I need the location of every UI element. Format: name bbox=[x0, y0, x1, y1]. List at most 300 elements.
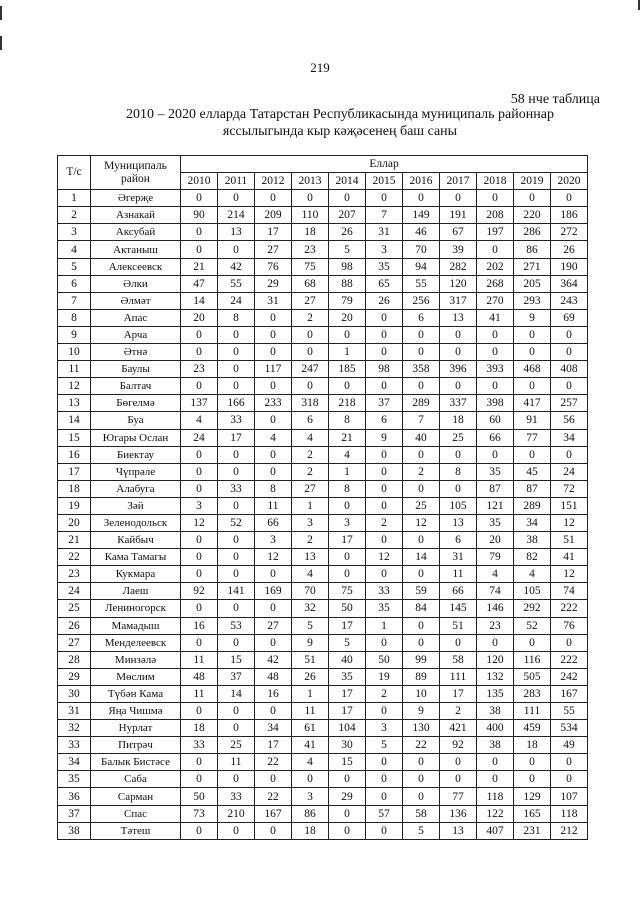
year-value-cell: 73 bbox=[181, 805, 218, 822]
year-value-cell: 60 bbox=[477, 412, 514, 429]
year-value-cell: 35 bbox=[329, 668, 366, 685]
region-name: Мамадыш bbox=[91, 617, 181, 634]
year-value-cell: 53 bbox=[218, 617, 255, 634]
year-value-cell: 48 bbox=[255, 668, 292, 685]
year-value-cell: 0 bbox=[218, 378, 255, 395]
year-value-cell: 0 bbox=[181, 446, 218, 463]
year-value-cell: 42 bbox=[218, 258, 255, 275]
year-value-cell: 0 bbox=[255, 771, 292, 788]
year-value-cell: 18 bbox=[292, 822, 329, 839]
row-number: 9 bbox=[58, 326, 91, 343]
year-value-cell: 90 bbox=[181, 207, 218, 224]
row-number: 16 bbox=[58, 446, 91, 463]
year-value-cell: 257 bbox=[551, 395, 588, 412]
year-value-cell: 3 bbox=[366, 241, 403, 258]
year-value-cell: 0 bbox=[403, 326, 440, 343]
year-value-cell: 2 bbox=[366, 514, 403, 531]
region-name: Түбән Кама bbox=[91, 685, 181, 702]
table-row bbox=[58, 292, 588, 309]
year-value-cell: 289 bbox=[514, 497, 551, 514]
region-name: Чүпрәле bbox=[91, 463, 181, 480]
row-number: 11 bbox=[58, 361, 91, 378]
year-value-cell: 66 bbox=[255, 514, 292, 531]
year-value-cell: 24 bbox=[218, 292, 255, 309]
table-row bbox=[58, 497, 588, 514]
year-value-cell: 10 bbox=[403, 685, 440, 702]
table-body bbox=[58, 190, 588, 840]
year-value-cell: 27 bbox=[255, 241, 292, 258]
year-value-cell: 77 bbox=[514, 429, 551, 446]
year-value-cell: 0 bbox=[329, 190, 366, 207]
year-value-cell: 50 bbox=[329, 600, 366, 617]
year-value-cell: 0 bbox=[218, 497, 255, 514]
year-value-cell: 9 bbox=[514, 309, 551, 326]
year-value-cell: 34 bbox=[551, 429, 588, 446]
year-value-cell: 120 bbox=[440, 275, 477, 292]
year-value-cell: 0 bbox=[403, 634, 440, 651]
year-value-cell: 0 bbox=[181, 480, 218, 497]
row-number: 26 bbox=[58, 617, 91, 634]
table-row bbox=[58, 344, 588, 361]
year-value-cell: 16 bbox=[181, 617, 218, 634]
year-value-cell: 23 bbox=[292, 241, 329, 258]
year-value-cell: 79 bbox=[329, 292, 366, 309]
year-value-cell: 0 bbox=[440, 326, 477, 343]
year-value-cell: 79 bbox=[477, 549, 514, 566]
year-value-cell: 4 bbox=[514, 566, 551, 583]
year-value-cell: 42 bbox=[255, 651, 292, 668]
year-value-cell: 337 bbox=[440, 395, 477, 412]
region-name: Әтнә bbox=[91, 344, 181, 361]
year-value-cell: 35 bbox=[477, 514, 514, 531]
region-name: Яңа Чишмә bbox=[91, 703, 181, 720]
year-value-cell: 61 bbox=[292, 720, 329, 737]
header-region-line-2: район bbox=[121, 172, 150, 185]
year-value-cell: 6 bbox=[292, 412, 329, 429]
row-number: 38 bbox=[58, 822, 91, 839]
row-number: 33 bbox=[58, 737, 91, 754]
year-value-cell: 20 bbox=[181, 309, 218, 326]
year-value-cell: 0 bbox=[403, 480, 440, 497]
header-region-line-1: Муниципаль bbox=[104, 159, 167, 172]
year-value-cell: 50 bbox=[366, 651, 403, 668]
year-value-cell: 76 bbox=[255, 258, 292, 275]
year-value-cell: 0 bbox=[218, 190, 255, 207]
year-value-cell: 92 bbox=[181, 583, 218, 600]
year-value-cell: 209 bbox=[255, 207, 292, 224]
row-number: 35 bbox=[58, 771, 91, 788]
region-name: Югары Ослан bbox=[91, 429, 181, 446]
year-value-cell: 191 bbox=[440, 207, 477, 224]
year-value-cell: 146 bbox=[477, 600, 514, 617]
year-value-cell: 0 bbox=[255, 446, 292, 463]
row-number: 13 bbox=[58, 395, 91, 412]
table-row bbox=[58, 190, 588, 207]
year-value-cell: 13 bbox=[440, 822, 477, 839]
year-value-cell: 0 bbox=[477, 634, 514, 651]
row-number: 23 bbox=[58, 566, 91, 583]
year-value-cell: 0 bbox=[255, 634, 292, 651]
year-value-cell: 0 bbox=[181, 344, 218, 361]
year-value-cell: 190 bbox=[551, 258, 588, 275]
year-value-cell: 130 bbox=[403, 720, 440, 737]
year-value-cell: 0 bbox=[403, 617, 440, 634]
table-row bbox=[58, 617, 588, 634]
year-value-cell: 289 bbox=[403, 395, 440, 412]
row-number: 14 bbox=[58, 412, 91, 429]
year-value-cell: 30 bbox=[329, 737, 366, 754]
year-value-cell: 1 bbox=[329, 344, 366, 361]
year-value-cell: 2 bbox=[292, 309, 329, 326]
year-value-cell: 0 bbox=[292, 771, 329, 788]
year-value-cell: 0 bbox=[181, 326, 218, 343]
year-value-cell: 51 bbox=[292, 651, 329, 668]
year-value-cell: 27 bbox=[292, 480, 329, 497]
year-value-cell: 0 bbox=[477, 754, 514, 771]
year-value-cell: 68 bbox=[292, 275, 329, 292]
year-value-cell: 4 bbox=[292, 754, 329, 771]
year-value-cell: 4 bbox=[477, 566, 514, 583]
year-value-cell: 3 bbox=[292, 788, 329, 805]
year-value-cell: 0 bbox=[440, 771, 477, 788]
year-value-cell: 417 bbox=[514, 395, 551, 412]
year-value-cell: 19 bbox=[366, 668, 403, 685]
year-value-cell: 0 bbox=[329, 326, 366, 343]
table-title-line-2: яссылыгында кыр кәҗәсенең баш саны bbox=[222, 124, 458, 139]
year-value-cell: 0 bbox=[218, 361, 255, 378]
row-number: 3 bbox=[58, 224, 91, 241]
row-number: 19 bbox=[58, 497, 91, 514]
year-value-cell: 421 bbox=[440, 720, 477, 737]
table-row bbox=[58, 685, 588, 702]
year-value-cell: 0 bbox=[366, 344, 403, 361]
year-value-cell: 286 bbox=[514, 224, 551, 241]
year-value-cell: 22 bbox=[255, 788, 292, 805]
year-value-cell: 0 bbox=[366, 480, 403, 497]
year-value-cell: 4 bbox=[292, 566, 329, 583]
year-value-cell: 4 bbox=[181, 412, 218, 429]
year-value-cell: 51 bbox=[440, 617, 477, 634]
year-value-cell: 27 bbox=[292, 292, 329, 309]
year-value-cell: 2 bbox=[292, 446, 329, 463]
year-value-cell: 0 bbox=[514, 446, 551, 463]
region-name: Балык Бистәсе bbox=[91, 754, 181, 771]
row-number: 36 bbox=[58, 788, 91, 805]
header-year: 2011 bbox=[218, 173, 255, 190]
year-value-cell: 69 bbox=[551, 309, 588, 326]
year-value-cell: 0 bbox=[366, 532, 403, 549]
year-value-cell: 31 bbox=[366, 224, 403, 241]
row-number: 1 bbox=[58, 190, 91, 207]
year-value-cell: 396 bbox=[440, 361, 477, 378]
scan-edge-mark-top bbox=[0, 6, 2, 20]
header-year: 2013 bbox=[292, 173, 329, 190]
region-name: Лениногорск bbox=[91, 600, 181, 617]
year-value-cell: 12 bbox=[551, 566, 588, 583]
year-value-cell: 0 bbox=[514, 771, 551, 788]
year-value-cell: 32 bbox=[292, 600, 329, 617]
year-value-cell: 11 bbox=[181, 651, 218, 668]
year-value-cell: 121 bbox=[477, 497, 514, 514]
year-value-cell: 86 bbox=[514, 241, 551, 258]
table-row bbox=[58, 805, 588, 822]
year-value-cell: 105 bbox=[514, 583, 551, 600]
year-value-cell: 59 bbox=[403, 583, 440, 600]
table-row bbox=[58, 566, 588, 583]
year-value-cell: 22 bbox=[255, 754, 292, 771]
year-value-cell: 2 bbox=[292, 532, 329, 549]
region-name: Алексеевск bbox=[91, 258, 181, 275]
year-value-cell: 0 bbox=[477, 344, 514, 361]
table-row bbox=[58, 463, 588, 480]
header-year: 2018 bbox=[477, 173, 514, 190]
year-value-cell: 45 bbox=[514, 463, 551, 480]
region-name: Бөгелмә bbox=[91, 395, 181, 412]
year-value-cell: 91 bbox=[514, 412, 551, 429]
year-value-cell: 0 bbox=[514, 326, 551, 343]
year-value-cell: 35 bbox=[366, 600, 403, 617]
year-value-cell: 0 bbox=[366, 326, 403, 343]
year-value-cell: 358 bbox=[403, 361, 440, 378]
year-value-cell: 117 bbox=[255, 361, 292, 378]
row-number: 28 bbox=[58, 651, 91, 668]
year-value-cell: 40 bbox=[329, 651, 366, 668]
header-year: 2015 bbox=[366, 173, 403, 190]
year-value-cell: 393 bbox=[477, 361, 514, 378]
year-value-cell: 98 bbox=[329, 258, 366, 275]
year-value-cell: 29 bbox=[255, 275, 292, 292]
year-value-cell: 55 bbox=[403, 275, 440, 292]
year-value-cell: 38 bbox=[477, 703, 514, 720]
year-value-cell: 0 bbox=[440, 446, 477, 463]
year-value-cell: 8 bbox=[255, 480, 292, 497]
year-value-cell: 58 bbox=[403, 805, 440, 822]
year-value-cell: 38 bbox=[514, 532, 551, 549]
region-name: Мөслим bbox=[91, 668, 181, 685]
year-value-cell: 14 bbox=[218, 685, 255, 702]
scan-edge-mark-bottom bbox=[0, 36, 2, 50]
year-value-cell: 57 bbox=[366, 805, 403, 822]
region-name: Менделеевск bbox=[91, 634, 181, 651]
row-number: 10 bbox=[58, 344, 91, 361]
year-value-cell: 0 bbox=[477, 446, 514, 463]
year-value-cell: 122 bbox=[477, 805, 514, 822]
year-value-cell: 25 bbox=[440, 429, 477, 446]
year-value-cell: 0 bbox=[403, 788, 440, 805]
year-value-cell: 243 bbox=[551, 292, 588, 309]
year-value-cell: 12 bbox=[403, 514, 440, 531]
year-value-cell: 0 bbox=[329, 822, 366, 839]
year-value-cell: 21 bbox=[329, 429, 366, 446]
table-row bbox=[58, 446, 588, 463]
year-value-cell: 0 bbox=[477, 241, 514, 258]
year-value-cell: 17 bbox=[329, 617, 366, 634]
region-name: Кукмара bbox=[91, 566, 181, 583]
year-value-cell: 9 bbox=[403, 703, 440, 720]
year-value-cell: 0 bbox=[551, 634, 588, 651]
year-value-cell: 41 bbox=[477, 309, 514, 326]
year-value-cell: 197 bbox=[477, 224, 514, 241]
year-value-cell: 169 bbox=[255, 583, 292, 600]
year-value-cell: 20 bbox=[329, 309, 366, 326]
year-value-cell: 76 bbox=[551, 617, 588, 634]
year-value-cell: 136 bbox=[440, 805, 477, 822]
year-value-cell: 0 bbox=[403, 344, 440, 361]
year-value-cell: 185 bbox=[329, 361, 366, 378]
row-number: 24 bbox=[58, 583, 91, 600]
year-value-cell: 116 bbox=[514, 651, 551, 668]
year-value-cell: 8 bbox=[218, 309, 255, 326]
region-name: Саба bbox=[91, 771, 181, 788]
year-value-cell: 0 bbox=[551, 754, 588, 771]
year-value-cell: 0 bbox=[551, 378, 588, 395]
table-row bbox=[58, 651, 588, 668]
year-value-cell: 0 bbox=[181, 771, 218, 788]
region-name: Баулы bbox=[91, 361, 181, 378]
year-value-cell: 166 bbox=[218, 395, 255, 412]
row-number: 6 bbox=[58, 275, 91, 292]
year-value-cell: 104 bbox=[329, 720, 366, 737]
year-value-cell: 38 bbox=[477, 737, 514, 754]
region-name: Әлмәт bbox=[91, 292, 181, 309]
table-row bbox=[58, 326, 588, 343]
region-name: Сарман bbox=[91, 788, 181, 805]
year-value-cell: 17 bbox=[255, 737, 292, 754]
table-row bbox=[58, 788, 588, 805]
region-name: Кайбыч bbox=[91, 532, 181, 549]
year-value-cell: 17 bbox=[329, 532, 366, 549]
year-value-cell: 58 bbox=[440, 651, 477, 668]
year-value-cell: 0 bbox=[218, 241, 255, 258]
row-number: 15 bbox=[58, 429, 91, 446]
table-row bbox=[58, 361, 588, 378]
year-value-cell: 0 bbox=[440, 378, 477, 395]
year-value-cell: 141 bbox=[218, 583, 255, 600]
year-value-cell: 0 bbox=[218, 446, 255, 463]
year-value-cell: 233 bbox=[255, 395, 292, 412]
year-value-cell: 293 bbox=[514, 292, 551, 309]
year-value-cell: 16 bbox=[255, 685, 292, 702]
year-value-cell: 268 bbox=[477, 275, 514, 292]
year-value-cell: 0 bbox=[218, 532, 255, 549]
year-value-cell: 0 bbox=[477, 771, 514, 788]
year-value-cell: 0 bbox=[403, 378, 440, 395]
table-row bbox=[58, 737, 588, 754]
region-name: Спас bbox=[91, 805, 181, 822]
year-value-cell: 33 bbox=[181, 737, 218, 754]
year-value-cell: 7 bbox=[403, 412, 440, 429]
row-number: 18 bbox=[58, 480, 91, 497]
year-value-cell: 256 bbox=[403, 292, 440, 309]
year-value-cell: 75 bbox=[329, 583, 366, 600]
table-label: 58 нче таблица bbox=[510, 92, 600, 107]
region-name: Аксубай bbox=[91, 224, 181, 241]
year-value-cell: 1 bbox=[292, 685, 329, 702]
year-value-cell: 0 bbox=[218, 720, 255, 737]
year-value-cell: 129 bbox=[514, 788, 551, 805]
year-value-cell: 0 bbox=[255, 412, 292, 429]
year-value-cell: 318 bbox=[292, 395, 329, 412]
row-number: 5 bbox=[58, 258, 91, 275]
year-value-cell: 292 bbox=[514, 600, 551, 617]
year-value-cell: 14 bbox=[403, 549, 440, 566]
year-value-cell: 0 bbox=[218, 634, 255, 651]
year-value-cell: 0 bbox=[366, 771, 403, 788]
year-value-cell: 0 bbox=[255, 190, 292, 207]
year-value-cell: 0 bbox=[366, 446, 403, 463]
year-value-cell: 11 bbox=[181, 685, 218, 702]
year-value-cell: 0 bbox=[218, 822, 255, 839]
year-value-cell: 0 bbox=[181, 532, 218, 549]
year-value-cell: 6 bbox=[403, 309, 440, 326]
year-value-cell: 0 bbox=[329, 378, 366, 395]
year-value-cell: 0 bbox=[440, 754, 477, 771]
year-value-cell: 0 bbox=[255, 600, 292, 617]
table-row bbox=[58, 309, 588, 326]
year-value-cell: 17 bbox=[329, 703, 366, 720]
region-name: Зәй bbox=[91, 497, 181, 514]
table-header bbox=[58, 156, 588, 190]
row-number: 25 bbox=[58, 600, 91, 617]
table-row bbox=[58, 549, 588, 566]
year-value-cell: 398 bbox=[477, 395, 514, 412]
table-row bbox=[58, 514, 588, 531]
year-value-cell: 27 bbox=[255, 617, 292, 634]
table-row bbox=[58, 822, 588, 839]
year-value-cell: 0 bbox=[181, 378, 218, 395]
header-region bbox=[91, 156, 181, 190]
year-value-cell: 0 bbox=[181, 463, 218, 480]
year-value-cell: 66 bbox=[477, 429, 514, 446]
region-name: Буа bbox=[91, 412, 181, 429]
year-value-cell: 31 bbox=[440, 549, 477, 566]
year-value-cell: 0 bbox=[440, 480, 477, 497]
region-name: Лаеш bbox=[91, 583, 181, 600]
year-value-cell: 13 bbox=[218, 224, 255, 241]
year-value-cell: 534 bbox=[551, 720, 588, 737]
year-value-cell: 18 bbox=[292, 224, 329, 241]
header-year: 2020 bbox=[551, 173, 588, 190]
year-value-cell: 0 bbox=[366, 309, 403, 326]
row-number: 37 bbox=[58, 805, 91, 822]
year-value-cell: 0 bbox=[440, 344, 477, 361]
table-row bbox=[58, 600, 588, 617]
year-value-cell: 26 bbox=[292, 668, 329, 685]
year-value-cell: 18 bbox=[514, 737, 551, 754]
year-value-cell: 17 bbox=[329, 685, 366, 702]
year-value-cell: 82 bbox=[514, 549, 551, 566]
year-value-cell: 55 bbox=[551, 703, 588, 720]
year-value-cell: 0 bbox=[329, 771, 366, 788]
year-value-cell: 0 bbox=[181, 822, 218, 839]
year-value-cell: 40 bbox=[403, 429, 440, 446]
year-value-cell: 271 bbox=[514, 258, 551, 275]
region-name: Апас bbox=[91, 309, 181, 326]
year-value-cell: 33 bbox=[218, 788, 255, 805]
year-value-cell: 99 bbox=[403, 651, 440, 668]
year-value-cell: 67 bbox=[440, 224, 477, 241]
year-value-cell: 35 bbox=[477, 463, 514, 480]
year-value-cell: 52 bbox=[218, 514, 255, 531]
table-row bbox=[58, 275, 588, 292]
region-name: Азнакай bbox=[91, 207, 181, 224]
year-value-cell: 0 bbox=[551, 771, 588, 788]
year-value-cell: 218 bbox=[329, 395, 366, 412]
year-value-cell: 75 bbox=[292, 258, 329, 275]
year-value-cell: 23 bbox=[477, 617, 514, 634]
year-value-cell: 13 bbox=[440, 309, 477, 326]
year-value-cell: 72 bbox=[551, 480, 588, 497]
